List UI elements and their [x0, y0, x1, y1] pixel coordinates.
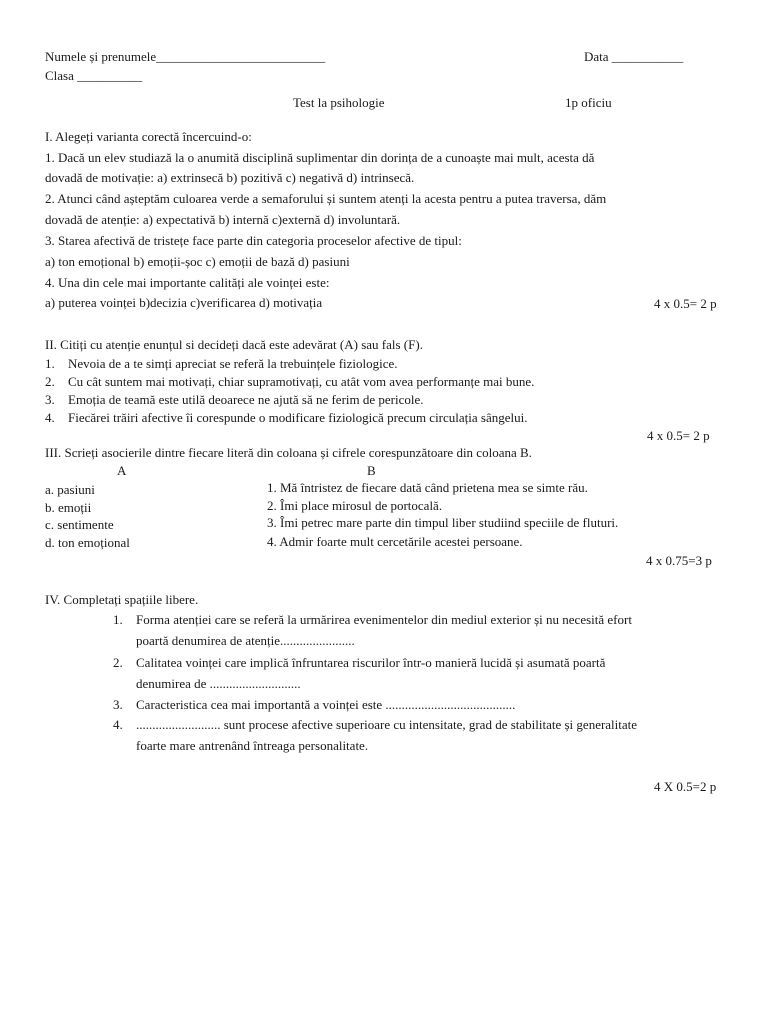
section1-line: a) ton emoțional b) emoții-șoc c) emoții de bază d) pasiuni — [45, 254, 350, 269]
section2-item-num: 1. — [45, 356, 55, 371]
section2-item-text: Fiecărei trăiri afective îi corespunde o modificare fiziologică precum circulația sângelui. — [68, 410, 528, 425]
oficiu-points: 1p oficiu — [565, 95, 612, 110]
page-title: Test la psihologie — [293, 95, 385, 110]
section4-item-line: denumirea de ............................ — [136, 676, 301, 691]
section3-heading: III. Scrieți asocierile dintre fiecare literă din coloana și cifrele corespunzătoare din coloana B. — [45, 445, 532, 460]
section2-item-num: 3. — [45, 392, 55, 407]
date-field-label: Data ___________ — [584, 49, 684, 64]
column-b-label: B — [367, 463, 376, 478]
column-a-item: d. ton emoțional — [45, 535, 130, 550]
section4-item-line: poartă denumirea de atenție....................... — [136, 633, 355, 648]
section4-item-line: Calitatea voinței care implică înfruntarea riscurilor într-o manieră lucidă și asumată poartă — [136, 655, 606, 670]
column-a-item: c. sentimente — [45, 517, 114, 532]
section1-line: a) puterea voinței b)decizia c)verificarea d) motivația — [45, 295, 323, 310]
section4-item-line: Forma atenției care se referă la urmărirea evenimentelor din mediul exterior și nu necesită efort — [136, 612, 632, 627]
section2-item-text: Cu cât suntem mai motivați, chiar supramotivați, cu atât vom avea performanțe mai bune. — [68, 374, 535, 389]
section4-item-line: foarte mare antrenând întreaga personalitate. — [136, 738, 369, 753]
column-b-item: 3. Îmi petrec mare parte din timpul liber studiind speciile de fluturi. — [267, 515, 619, 530]
section2-heading: II. Citiți cu atenție enunțul si decideți dacă este adevărat (A) sau fals (F). — [45, 337, 423, 352]
section4-item-num: 1. — [113, 612, 123, 627]
section2-item-text: Emoția de teamă este utilă deoarece ne ajută să ne ferim de pericole. — [68, 392, 424, 407]
section3-score: 4 x 0.75=3 p — [646, 553, 712, 568]
section4-item-line: Caracteristica cea mai importantă a voinței este ........................................ — [136, 697, 516, 712]
section2-score: 4 x 0.5= 2 p — [647, 428, 710, 443]
section1-line: 2. Atunci când așteptăm culoarea verde a semaforului și suntem atenți la acesta pentru a putea traversa, dăm — [45, 191, 607, 206]
section2-item-num: 2. — [45, 374, 55, 389]
column-b-item: 1. Mă întristez de fiecare dată când prietena mea se simte rău. — [267, 480, 588, 495]
section4-item-line: .......................... sunt procese afective superioare cu intensitate, grad de stabilitate și generalitate — [136, 717, 638, 732]
section4-heading: IV. Completați spațiile libere. — [45, 592, 199, 607]
column-a-item: a. pasiuni — [45, 482, 95, 497]
section4-item-num: 2. — [113, 655, 123, 670]
section4-score: 4 X 0.5=2 p — [654, 779, 717, 794]
column-b-item: 2. Îmi place mirosul de portocală. — [267, 498, 443, 513]
name-field-label: Numele și prenumele__________________________ — [45, 49, 326, 64]
column-a-label: A — [117, 463, 127, 478]
section1-line: 4. Una din cele mai importante calități ale voinței este: — [45, 275, 330, 290]
column-a-item: b. emoții — [45, 500, 92, 515]
class-field-label: Clasa __________ — [45, 68, 143, 83]
section1-line: dovadă de atenție: a) expectativă b) internă c)externă d) involuntară. — [45, 212, 401, 227]
section1-score: 4 x 0.5= 2 p — [654, 296, 717, 311]
column-b-item: 4. Admir foarte mult cercetările acestei persoane. — [267, 534, 523, 549]
section4-item-num: 4. — [113, 717, 123, 732]
section1-heading: I. Alegeți varianta corectă încercuind-o: — [45, 129, 252, 144]
section4-item-num: 3. — [113, 697, 123, 712]
section2-item-num: 4. — [45, 410, 55, 425]
section1-line: 1. Dacă un elev studiază la o anumită disciplină suplimentar din dorința de a cunoaște mai mult, acesta dă — [45, 150, 595, 165]
section1-line: dovadă de motivație: a) extrinsecă b) pozitivă c) negativă d) intrinsecă. — [45, 170, 415, 185]
section2-item-text: Nevoia de a te simți apreciat se referă la trebuințele fiziologice. — [68, 356, 398, 371]
section1-line: 3. Starea afectivă de tristețe face parte din categoria proceselor afective de tipul: — [45, 233, 462, 248]
